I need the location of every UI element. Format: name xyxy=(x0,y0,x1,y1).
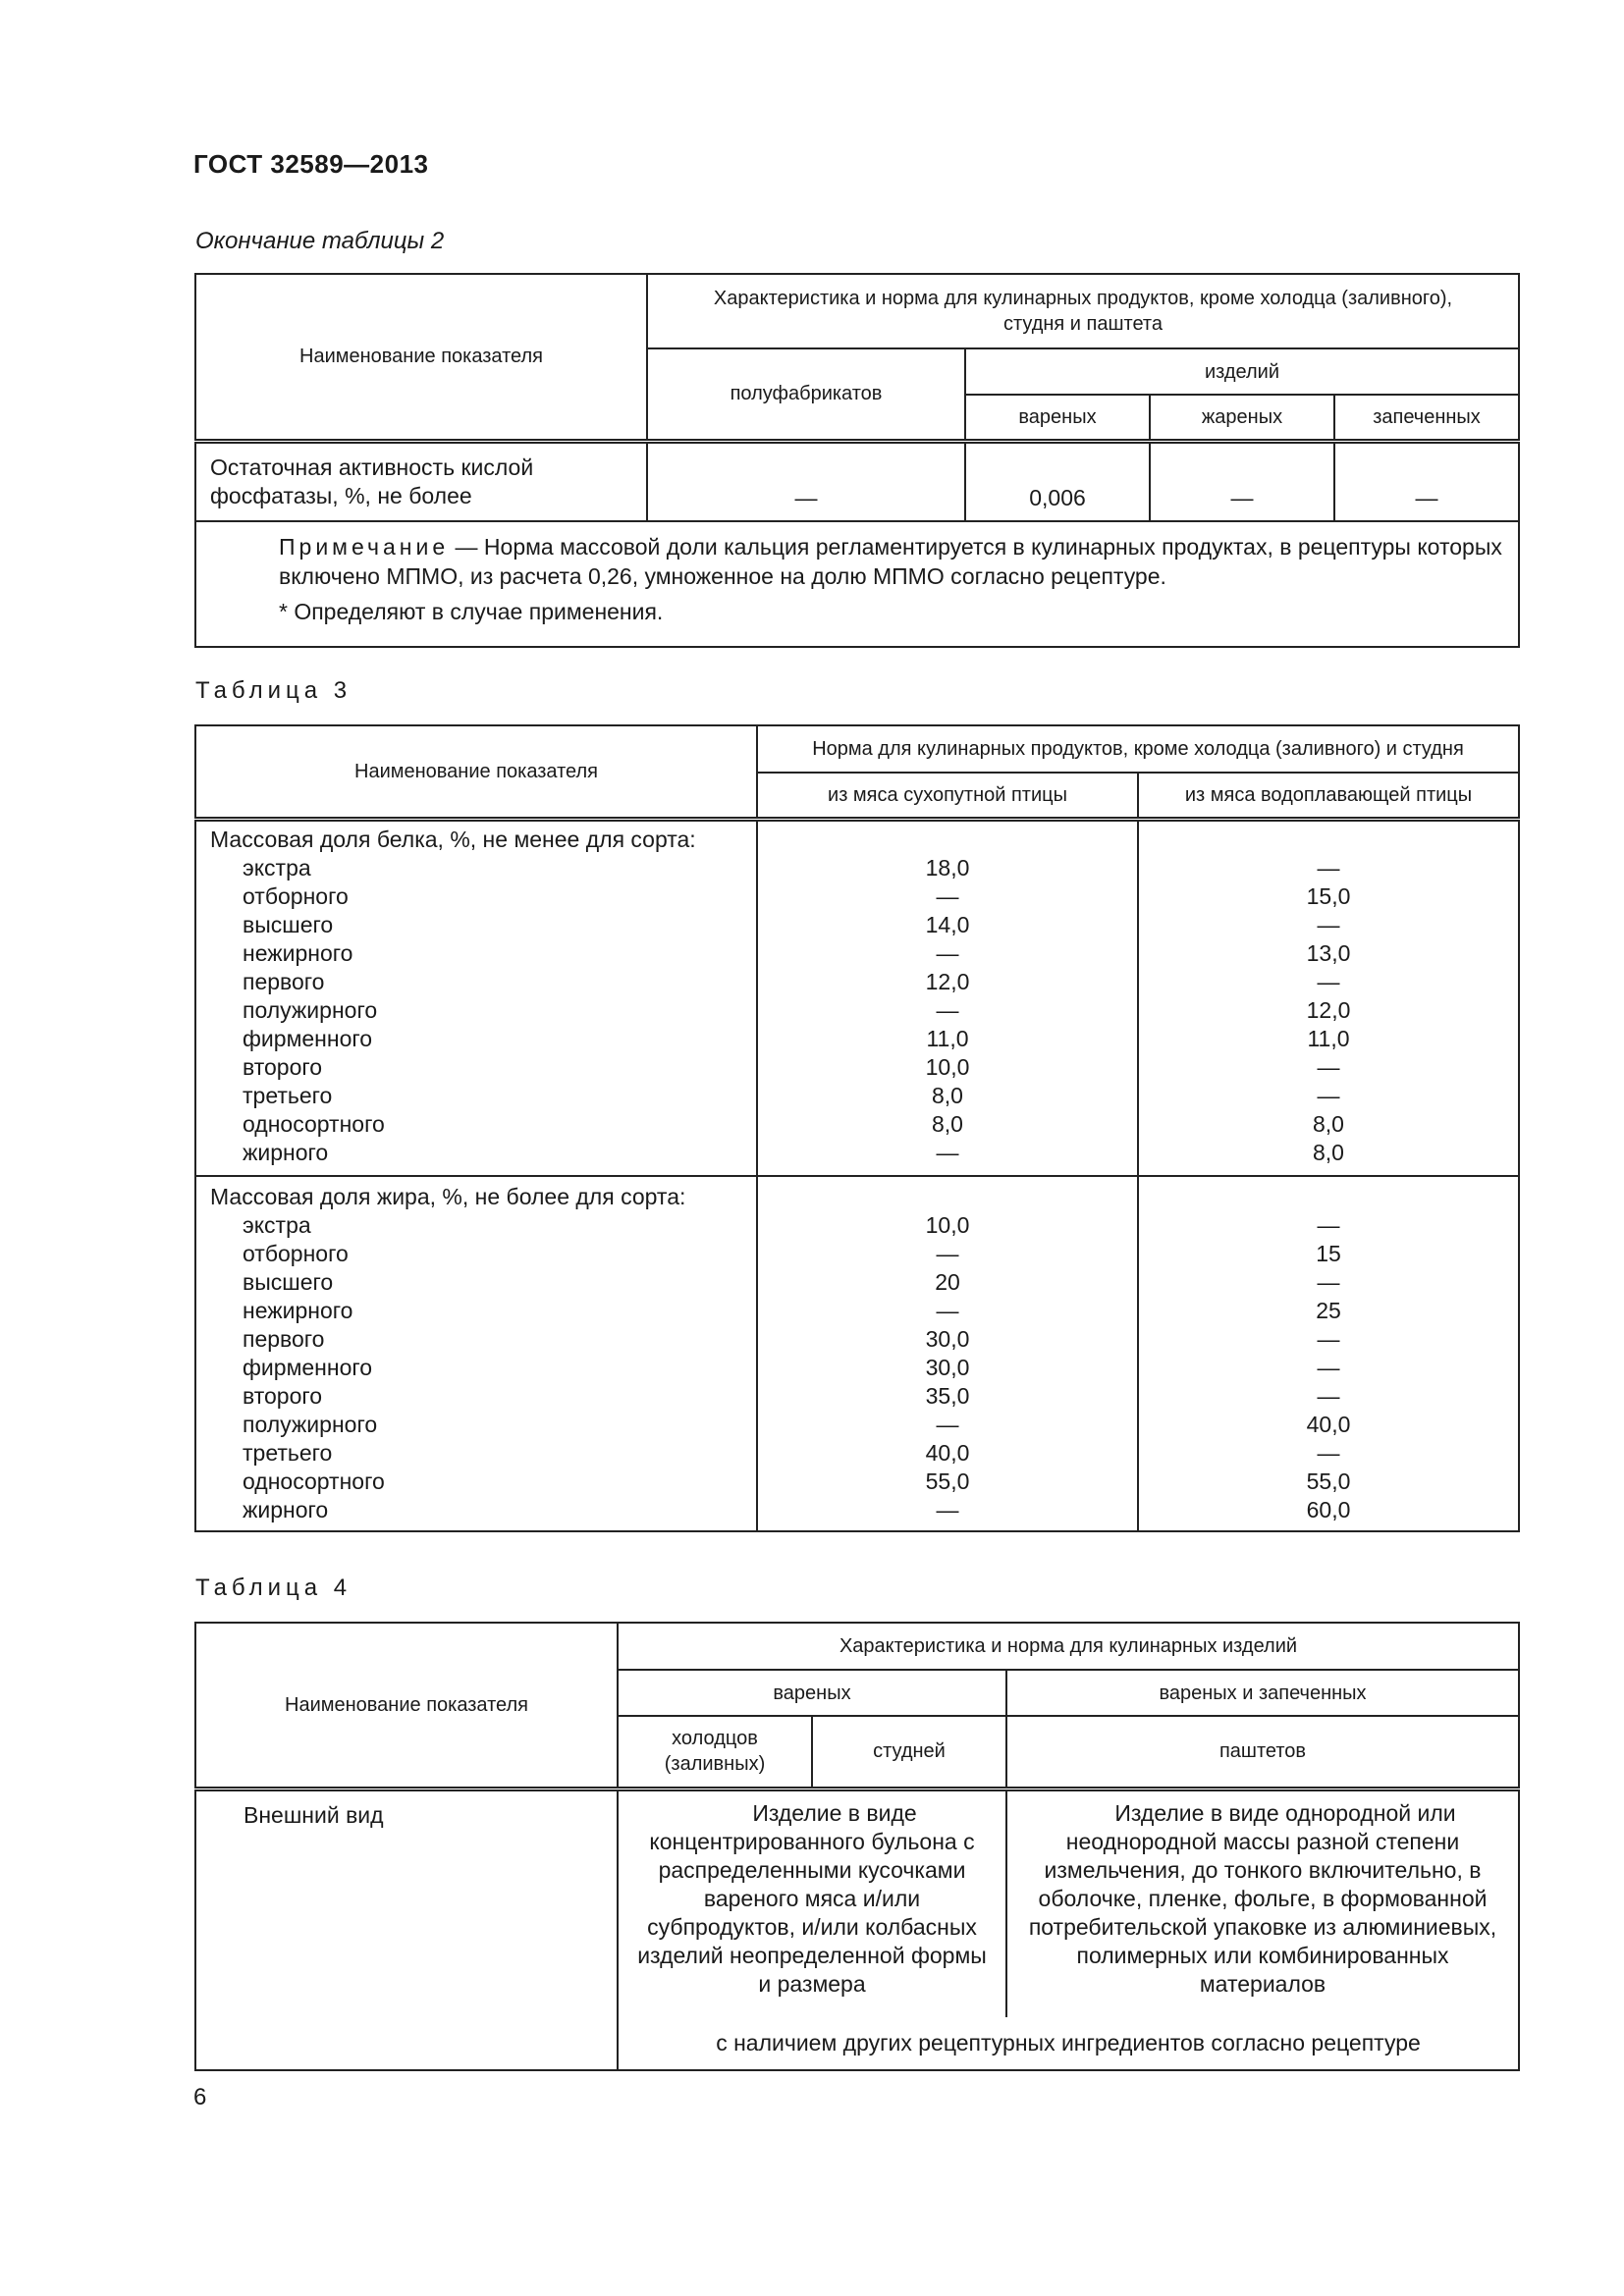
value-cell: — xyxy=(1317,1053,1340,1080)
grade-label: полужирного xyxy=(243,996,378,1023)
value-cell: — xyxy=(1317,968,1340,994)
value-cell: 10,0 xyxy=(925,1211,970,1238)
value-cell: 8,0 xyxy=(1313,1110,1344,1137)
desc-boiled-text: Изделие в виде концентрированного бульона с распределенными кусочками вареного мяса и/или субпродуктов, и/или колбасных изделий неопределенной формы и размера xyxy=(637,1799,987,1997)
value-cell: 8,0 xyxy=(932,1082,963,1108)
value-cell: — xyxy=(936,996,959,1023)
value-cell: 55,0 xyxy=(1306,1468,1351,1494)
grade-label: третьего xyxy=(243,1439,333,1466)
note-label: Примечание xyxy=(279,533,450,560)
value-cell: 14,0 xyxy=(925,911,970,937)
value-cell: — xyxy=(936,939,959,966)
value-cell: — xyxy=(936,1411,959,1437)
row-label: Остаточная активность кислой фосфатазы, %, не более xyxy=(195,441,647,521)
grade-label: третьего xyxy=(243,1082,333,1108)
value-cell: — xyxy=(1317,854,1340,881)
value-cell: 15,0 xyxy=(1306,882,1351,909)
value-cell: 40,0 xyxy=(1306,1411,1351,1437)
value-cell: 11,0 xyxy=(926,1025,969,1051)
col-header-name: Наименование показателя xyxy=(195,1623,618,1789)
value-cell: 55,0 xyxy=(925,1468,970,1494)
value-cell: — xyxy=(936,1496,959,1522)
value-cell: — xyxy=(1317,1439,1340,1466)
grade-label: экстра xyxy=(243,854,311,881)
table-row xyxy=(195,441,1519,521)
desc-common: с наличием других рецептурных ингредиентов согласно рецептуре xyxy=(618,2017,1519,2070)
grade-label: жирного xyxy=(243,1139,329,1165)
protein-labels xyxy=(195,819,757,1176)
value-cell: 60,0 xyxy=(1306,1496,1351,1522)
protein-section xyxy=(195,819,1519,1176)
col-header-group: Норма для кулинарных продуктов, кроме холодца (заливного) и студня xyxy=(757,725,1519,773)
value-cell: 10,0 xyxy=(925,1053,970,1080)
grade-label: первого xyxy=(243,968,325,994)
cell-baked: — xyxy=(1334,441,1519,521)
value-cell: 20 xyxy=(935,1268,960,1295)
grade-label: жирного xyxy=(243,1496,329,1522)
row-label: Внешний вид xyxy=(195,1789,618,2070)
grade-label: односортного xyxy=(243,1468,385,1494)
table2-caption: Окончание таблицы 2 xyxy=(195,228,445,254)
col-header-kholodets: холодцов (заливных) xyxy=(618,1716,812,1789)
col-header-products: изделий xyxy=(965,348,1519,395)
grade-label: фирменного xyxy=(243,1025,373,1051)
grade-label: экстра xyxy=(243,1211,311,1238)
table4-caption: Таблица 4 xyxy=(195,1575,352,1601)
col-header-baked: запеченных xyxy=(1334,395,1519,441)
table-note xyxy=(195,521,1519,647)
col-header-boiled-baked: вареных и запеченных xyxy=(1006,1670,1519,1716)
value-cell: 18,0 xyxy=(925,854,970,881)
grade-label: односортного xyxy=(243,1110,385,1137)
value-cell: — xyxy=(1317,1082,1340,1108)
col-header-land: из мяса сухопутной птицы xyxy=(757,773,1138,819)
value-cell: — xyxy=(1317,1211,1340,1238)
col-header-group: Характеристика и норма для кулинарных продуктов, кроме холодца (заливного), студня и паштета xyxy=(647,274,1519,348)
note-paragraph xyxy=(210,532,1504,591)
value-cell: 15 xyxy=(1316,1240,1341,1266)
value-cell: 40,0 xyxy=(925,1439,970,1466)
table2 xyxy=(194,273,1520,648)
table3-caption: Таблица 3 xyxy=(195,677,352,704)
value-cell: — xyxy=(936,1240,959,1266)
col-header-name: Наименование показателя xyxy=(195,274,647,441)
value-cell: — xyxy=(1317,1325,1340,1352)
protein-land-values xyxy=(757,819,1138,1176)
grade-label: второго xyxy=(243,1382,323,1409)
fat-section xyxy=(195,1176,1519,1531)
grade-label: отборного xyxy=(243,882,349,909)
protein-water-values xyxy=(1138,819,1519,1176)
value-cell: — xyxy=(936,882,959,909)
cell-semi: — xyxy=(647,441,965,521)
value-cell: — xyxy=(936,1297,959,1323)
col-header-name: Наименование показателя xyxy=(195,725,757,819)
value-cell: — xyxy=(1317,911,1340,937)
value-cell: 25 xyxy=(1316,1297,1341,1323)
col-header-fried: жареных xyxy=(1150,395,1334,441)
value-cell: 8,0 xyxy=(1313,1139,1344,1165)
table4 xyxy=(194,1622,1520,2071)
col-header-boiled: вареных xyxy=(965,395,1150,441)
value-cell: 8,0 xyxy=(932,1110,963,1137)
grade-label: фирменного xyxy=(243,1354,373,1380)
value-cell: 13,0 xyxy=(1306,939,1351,966)
cell-boiled: 0,006 xyxy=(965,441,1150,521)
grade-label: полужирного xyxy=(243,1411,378,1437)
grade-label: высшего xyxy=(243,1268,334,1295)
value-cell: 30,0 xyxy=(925,1354,970,1380)
col-header-studen: студней xyxy=(812,1716,1006,1789)
grade-label: нежирного xyxy=(243,1297,353,1323)
value-cell: 11,0 xyxy=(1307,1025,1350,1051)
document-code: ГОСТ 32589—2013 xyxy=(193,149,429,179)
note-text: — Норма массовой доли кальция регламентируется в кулинарных продуктах, в рецептуры которых включено МПМО, из расчета 0,26, умноженное на долю МПМО согласно рецептуре. xyxy=(279,533,1502,589)
grade-label: нежирного xyxy=(243,939,353,966)
desc-pashtet-text: Изделие в виде однородной или неоднородной массы разной степени измельчения, до тонкого включительно, в оболочке, пленке, фольге, в формованной потребительской упаковке из алюминиевых, полимерных или комбинированных материалов xyxy=(1028,1799,1497,1997)
desc-boiled xyxy=(618,1789,1006,2017)
protein-title: Массовая доля белка, %, не менее для сорта: xyxy=(210,826,696,852)
col-header-semi: полуфабрикатов xyxy=(647,348,965,441)
grade-label: высшего xyxy=(243,911,334,937)
grade-label: отборного xyxy=(243,1240,349,1266)
col-header-boiled: вареных xyxy=(618,1670,1006,1716)
value-cell: — xyxy=(1317,1354,1340,1380)
fat-land-values xyxy=(757,1176,1138,1531)
page-number: 6 xyxy=(193,2084,207,2110)
value-cell: 12,0 xyxy=(1306,996,1351,1023)
fat-title: Массовая доля жира, %, не более для сорта: xyxy=(210,1183,686,1209)
col-header-pashtet: паштетов xyxy=(1006,1716,1519,1789)
footnote: * Определяют в случае применения. xyxy=(279,598,664,624)
value-cell: 35,0 xyxy=(925,1382,970,1409)
fat-labels xyxy=(195,1176,757,1531)
col-header-water: из мяса водоплавающей птицы xyxy=(1138,773,1519,819)
desc-pashtet xyxy=(1006,1789,1519,2017)
value-cell: — xyxy=(1317,1268,1340,1295)
fat-water-values xyxy=(1138,1176,1519,1531)
cell-fried: — xyxy=(1150,441,1334,521)
col-header-group: Характеристика и норма для кулинарных изделий xyxy=(618,1623,1519,1670)
value-cell: — xyxy=(1317,1382,1340,1409)
table3 xyxy=(194,724,1520,1532)
value-cell: 30,0 xyxy=(925,1325,970,1352)
table-row xyxy=(195,1789,1519,2017)
value-cell: — xyxy=(936,1139,959,1165)
grade-label: второго xyxy=(243,1053,323,1080)
grade-label: первого xyxy=(243,1325,325,1352)
value-cell: 12,0 xyxy=(925,968,970,994)
